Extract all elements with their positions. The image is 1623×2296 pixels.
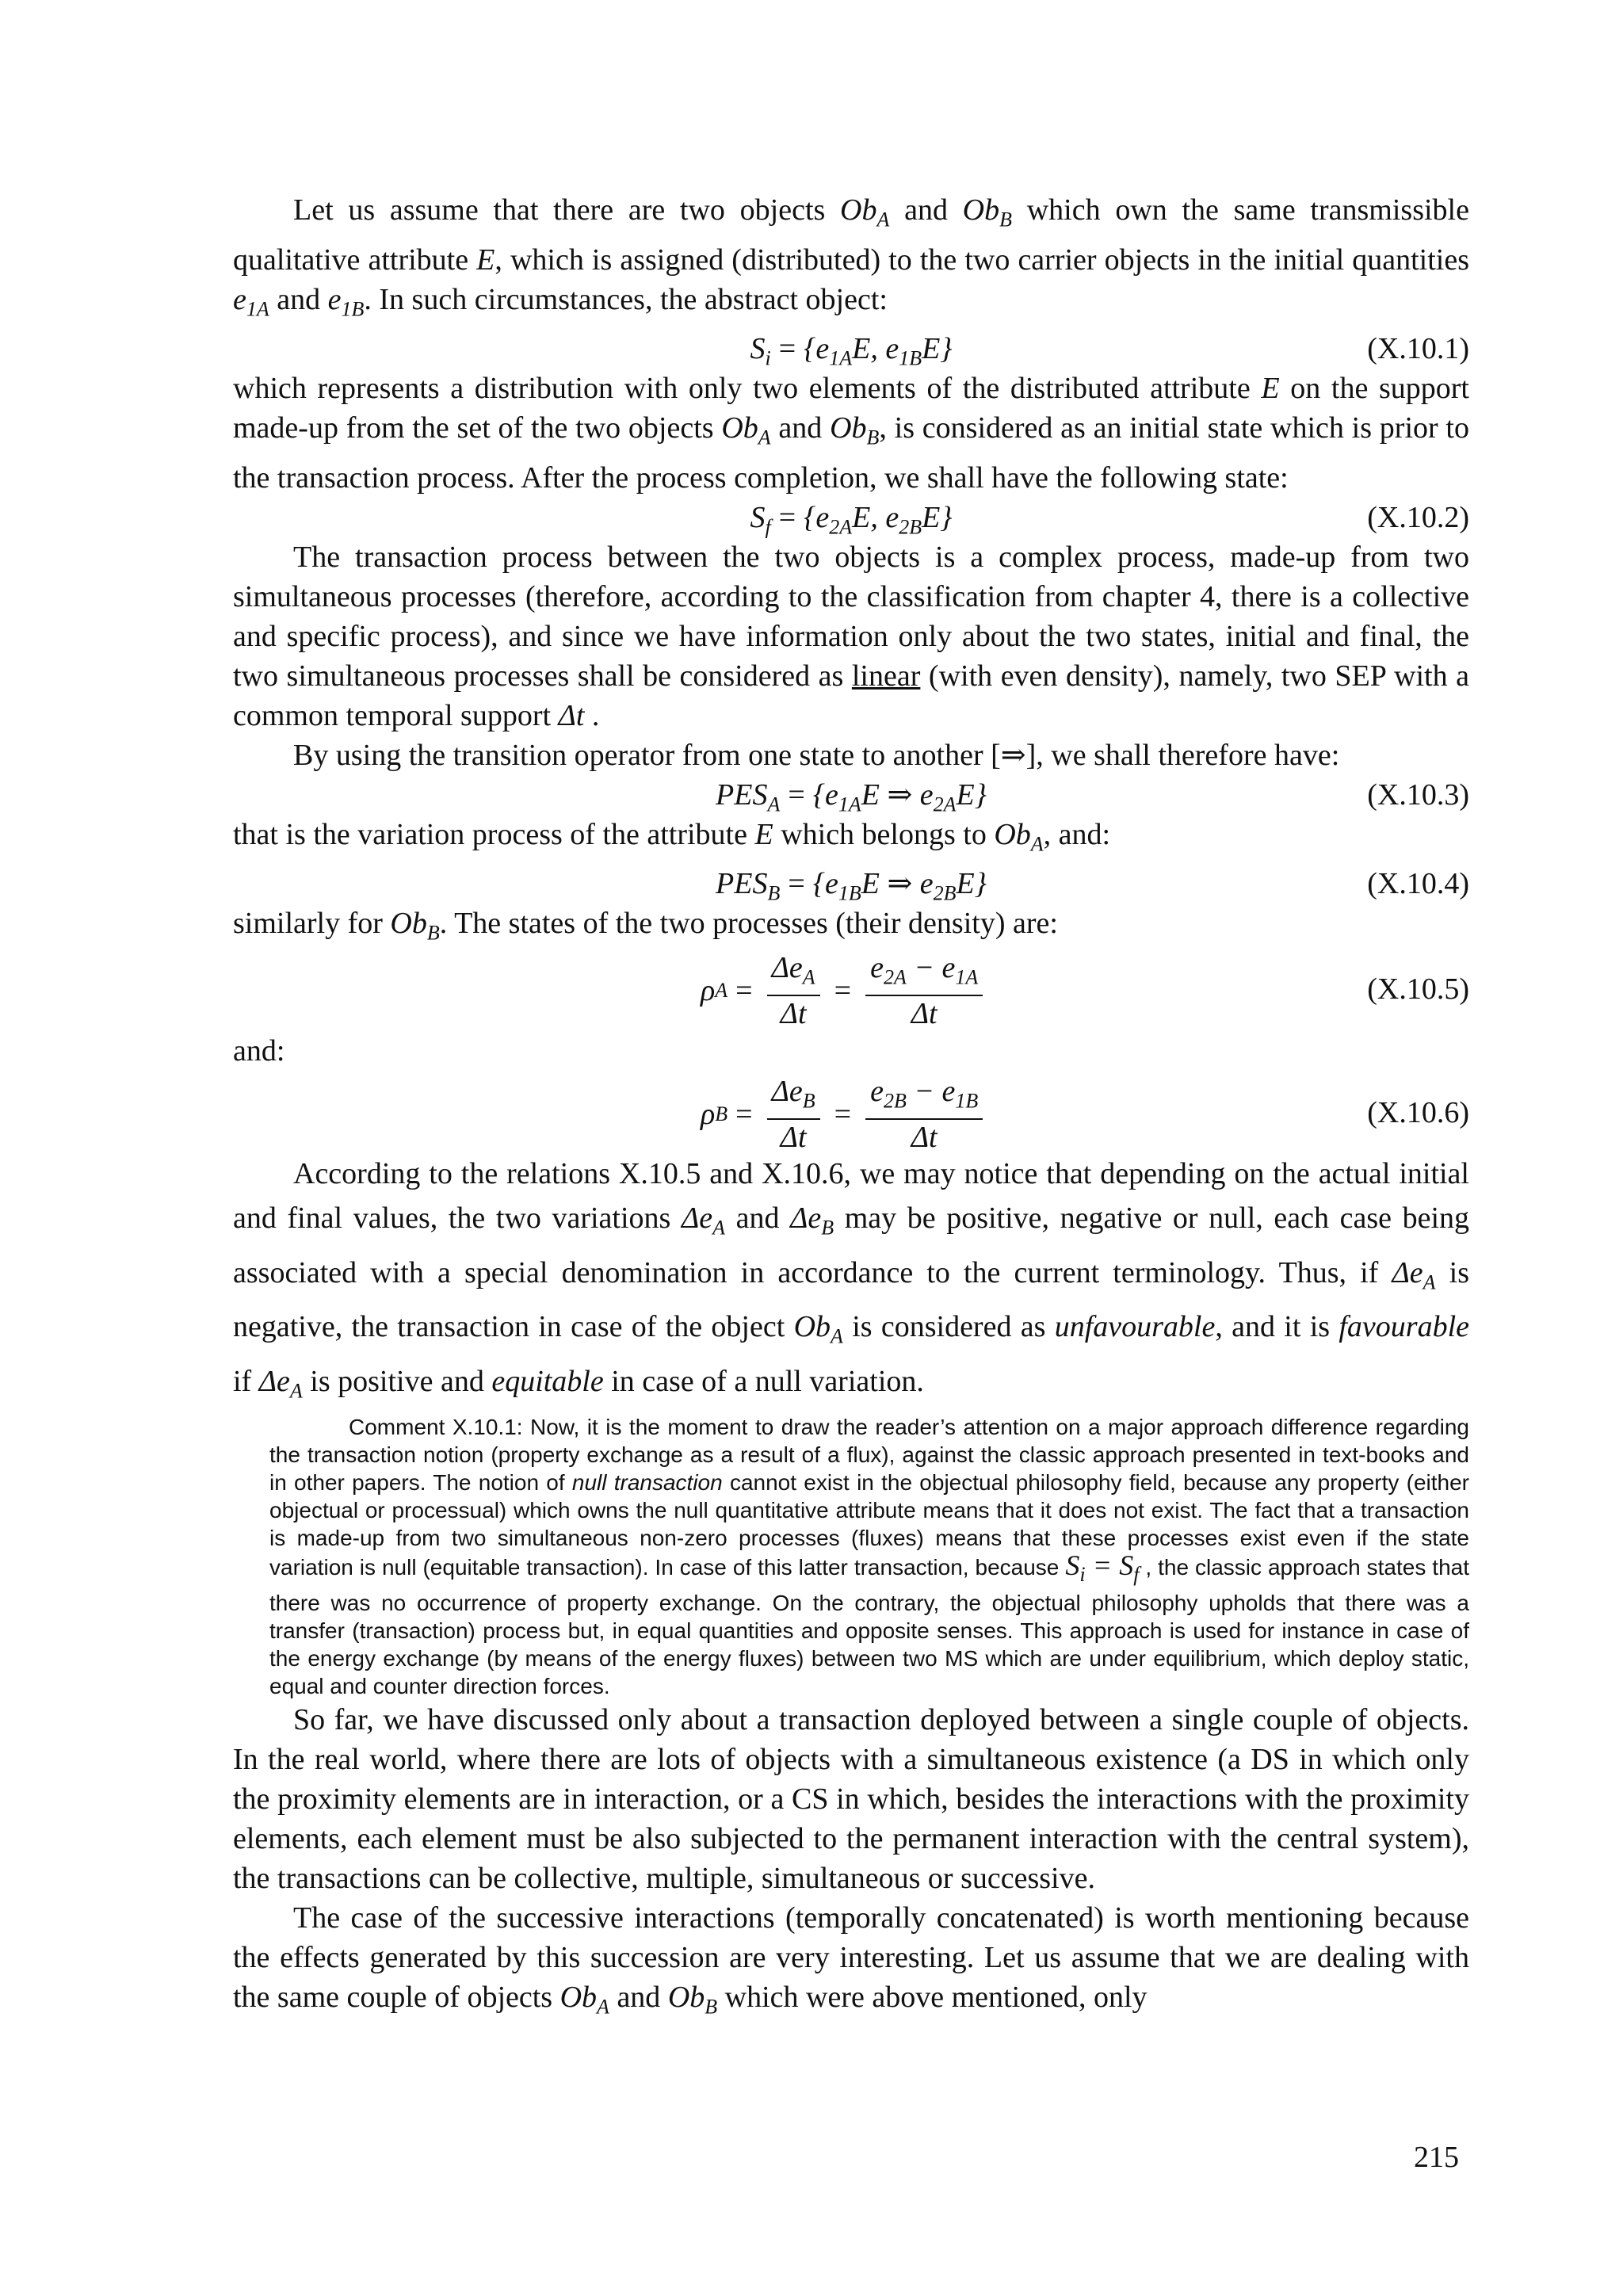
comment-x-10-1: Comment X.10.1: Now, it is the moment to draw the reader’s attention on a major approach difference regarding the transaction notion (property exchange as a result of a flux), against the classic approach presented in text-books and in other papers. The notion of null transaction cannot exist in the objectual philosophy field, because any property (either objectual or processual) which owns the null quantitative attribute means that it does not exist. The fact that a transaction is made-up from two simultaneous non-zero processes (fluxes) means that these processes exist even if the state variation is null (equitable transaction). In case of this latter transaction, because $S_i = S_f$ , the classic approach states that there was no occurrence of property exchange. On the contrary, the objectual philosophy upholds that there was a transfer (transaction) process but, in equal quantities and opposite senses. This approach is used for instance in case of the energy exchange (by means of the energy fluxes) between two MS which are under equilibrium, which deploy static, equal and counter direction forces. (269, 1415, 1470, 1698)
equation-x-10-1: $S_i = \{e_{1A}E$, $e_{1B}E$} (X.10.1) (750, 332, 1469, 370)
body-text (233, 190, 1469, 2027)
paragraph-7: and: (233, 1033, 285, 1068)
equation-x-10-5: ρ A = $\frac{\Delta e_A}{\Delta t}$ = $\frac{e_{2A} - e_{1A}}{\Delta t}$ (X.10.5) (701, 950, 1469, 1031)
equation-x-10-4: $PES_B = \{e_{1B}E$ ⇒ $e_{2B}E$} (X.10.4) (716, 867, 1469, 905)
paragraph-1: Let us assume that there are two objects $Ob_A$ and $Ob_B$ which own the same transmissible qualitative attribute E, which is assigned (distributed) to the two carrier objects in the initial quantities $e_{1A}$ and $e_{1B}$. In such circumstances, the abstract object: (233, 193, 1469, 321)
equation-x-10-3: $PES_A = \{e_{1A}E$ ⇒ $e_{2A}E$} (X.10.3) (716, 777, 1469, 816)
paragraph-4: By using the transition operator from one state to another [⇒], we shall therefore have: (293, 738, 1340, 772)
paragraph-8: According to the relations X.10.5 and X.10.6, we may notice that depending on the actual initial and final values, the two variations $\Delta e_A$ and $\Delta e_B$ may be positive, negative or null, each case being associated with a special denomination in accordance to the current terminology. Thus, if $\Delta e_A$ is negative, the transaction in case of the object $Ob_A$ is considered as unfavourable, and it is favourable if $\Delta e_A$ is positive and equitable in case of a null variation. (233, 1156, 1469, 1403)
paragraph-2: which represents a distribution with only two elements of the distributed attribute E on the support made-up from the set of the two objects $Ob_A$ and $Ob_B$, is considered as an initial state which is prior to the transaction process. After the process completion, we shall have the following state: (233, 372, 1469, 495)
paragraph-10: The case of the successive interactions (temporally concatenated) is worth mentioning because the effects generated by this succession are very interesting. Let us assume that we are dealing with the same couple of objects $Ob_A$ and $Ob_B$ which were above mentioned, only (233, 1901, 1469, 2019)
equation-x-10-2: $S_f = \{e_{2A}E$, $e_{2B}E$} (X.10.2) (750, 500, 1469, 539)
paragraph-5: that is the variation process of the attribute E which belongs to $Ob_A$, and: (233, 817, 1111, 856)
paragraph-3: The transaction process between the two objects is a complex process, made-up from two simultaneous processes (therefore, according to the classification from chapter 4, there is a collective and specific process), and since we have information only about the two states, initial and final, the two simultaneous processes shall be considered as linear (with even density), namely, two SEP with a common temporal support Δt . (233, 540, 1469, 732)
equation-x-10-6: ρ B = $\frac{\Delta e_B}{\Delta t}$ = $\frac{e_{2B} - e_{1B}}{\Delta t}$ (X.10.6) (701, 1074, 1469, 1155)
paragraph-6: similarly for $Ob_B$. The states of the two processes (their density) are: (233, 907, 1058, 945)
paragraph-9: So far, we have discussed only about a transaction deployed between a single couple of objects. In the real world, where there are lots of objects with a simultaneous existence (a DS in which only the proximity elements are in interaction, or a CS in which, besides the interactions with the proximity elements, each element must be also subjected to the permanent interaction with the central system), the transactions can be collective, multiple, simultaneous or successive. (233, 1702, 1469, 1895)
page-number: 215 (1414, 2141, 1459, 2174)
